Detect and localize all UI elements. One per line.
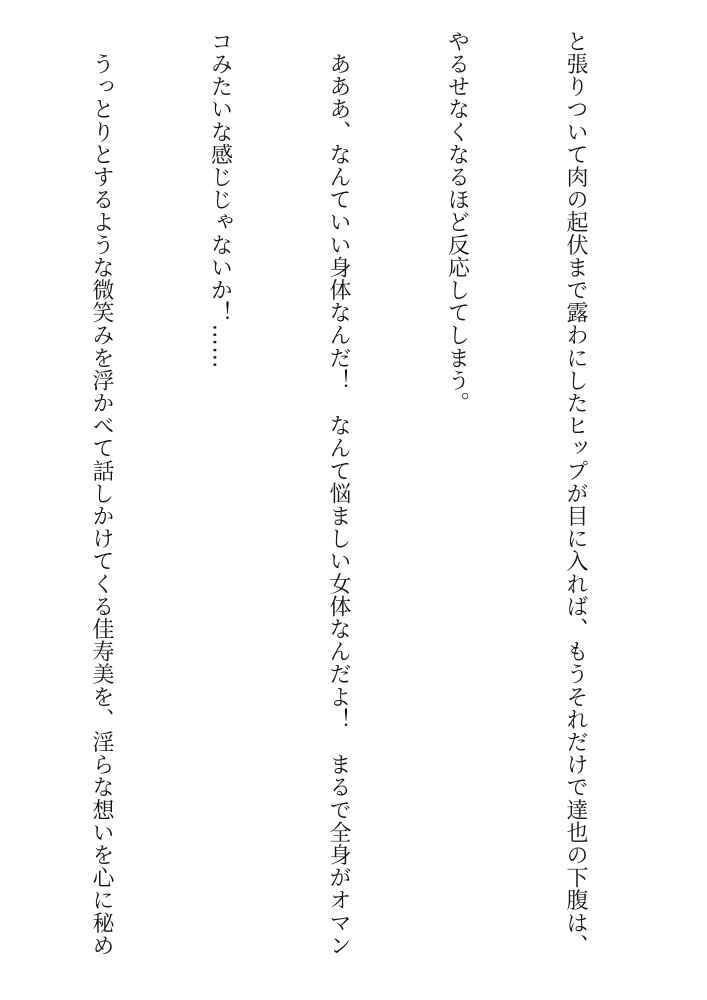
text-line: うっとりとするような微笑みを浮かべて話しかけてくる佳寿美を、淫らな想いを心に秘め [89,30,114,957]
text-line: あああ、なんていい身体なんだ！ なんて悩ましい女体なんだよ！ まるで全身がオマン [326,30,351,957]
text-line: やるせなくなるほど反応してしまう。 [444,30,470,415]
text-line: コみたいな感じじゃないか！…… [207,30,233,369]
text-line: と張りついて肉の起伏まで露わにしたヒップが目に入れば、もうそれだけで達也の下腹は、 [563,30,588,957]
vertical-text-block [0,30,674,980]
text-line [0,30,3,980]
